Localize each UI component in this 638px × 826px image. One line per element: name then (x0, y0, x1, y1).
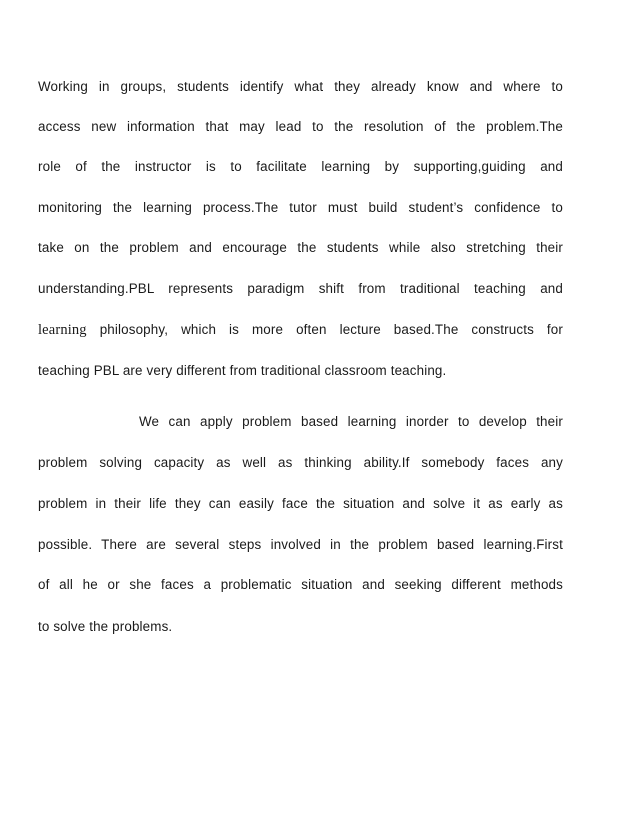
paragraph-line: problem in their life they can easily face the situation and solve it as early as (38, 496, 563, 511)
paragraph-line: role of the instructor is to facilitate learning by supporting,guiding and (38, 159, 563, 174)
paragraph-line: take on the problem and encourage the students while also stretching their (38, 240, 563, 255)
serif-word: learning (38, 322, 87, 338)
paragraph-line: problem solving capacity as well as thinking ability.If somebody faces any (38, 455, 563, 470)
paragraph-line (38, 320, 563, 340)
paragraph-line: access new information that may lead to the resolution of the problem.The (38, 119, 563, 134)
paragraph-line: possible. There are several steps involved in the problem based learning.First (38, 537, 563, 552)
paragraph-line: to solve the problems. (38, 619, 173, 634)
paragraph-line: teaching PBL are very different from traditional classroom teaching. (38, 363, 447, 378)
paragraph-line: understanding.PBL represents paradigm shift from traditional teaching and (38, 281, 563, 296)
paragraph-line: Working in groups, students identify what they already know and where to (38, 79, 563, 94)
paragraph-line: of all he or she faces a problematic situation and seeking different methods (38, 577, 563, 592)
paragraph-line: We can apply problem based learning inorder to develop their (139, 414, 563, 429)
line-rest: philosophy, which is more often lecture based.The constructs for (86, 322, 563, 337)
paragraph-line: monitoring the learning process.The tutor must build student’s confidence to (38, 200, 563, 215)
